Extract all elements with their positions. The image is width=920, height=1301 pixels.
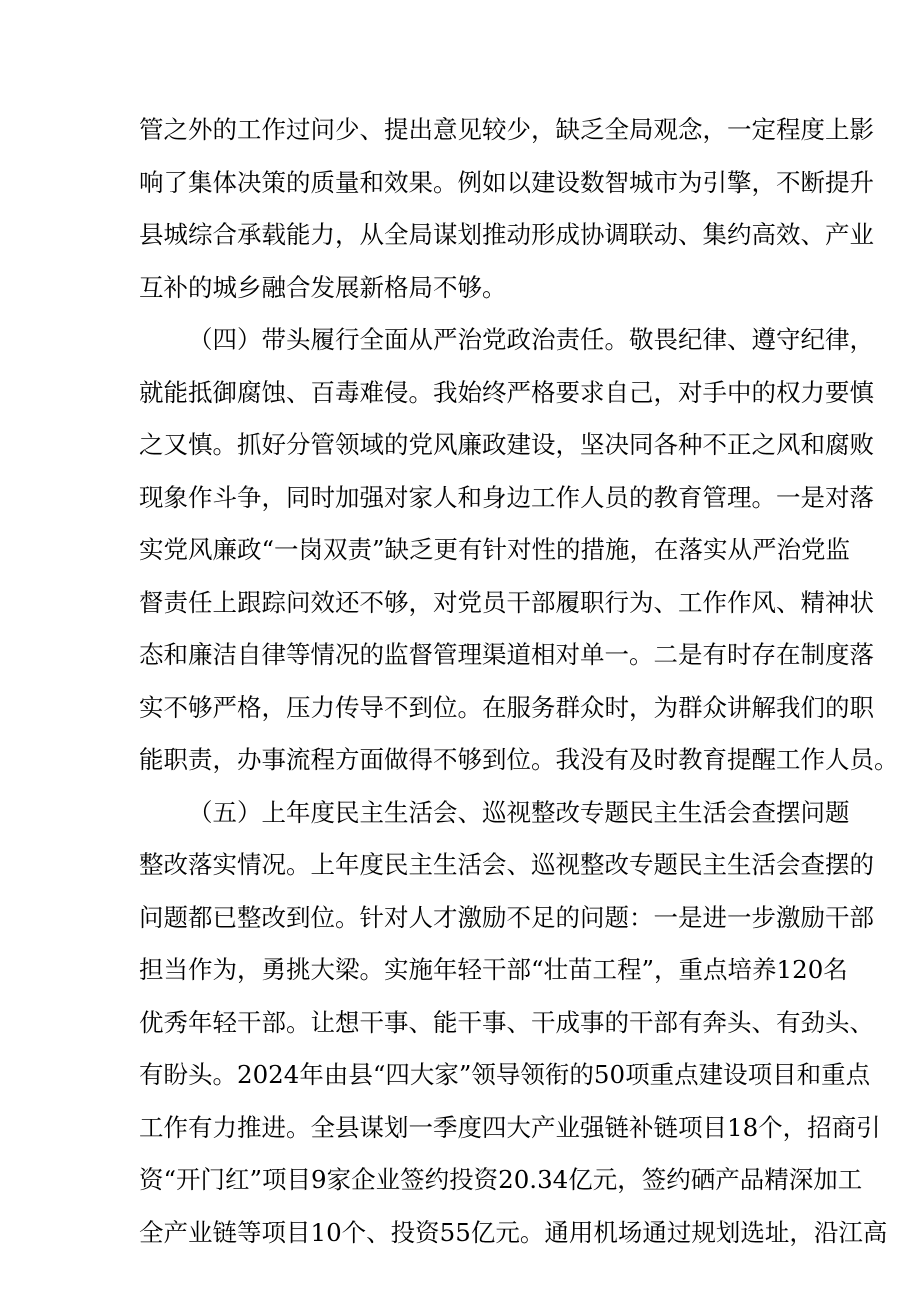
paragraph-line: 管之外的工作过问少、提出意见较少，缺乏全局观念，一定程度上影: [139, 115, 874, 144]
paragraph-2-section-four: [139, 314, 899, 787]
paragraph-line: 督责任上跟踪问效还不够，对党员干部履职行为、工作作风、精神状: [139, 587, 874, 617]
paragraph-line: 之又慎。抓好分管领域的党风廉政建设，坚决同各种不正之风和腐败: [139, 430, 874, 459]
paragraph-line: 实党风廉政“一岗双责”缺乏更有针对性的措施，在落实从严治党监: [139, 535, 851, 564]
paragraph-line: 优秀年轻干部。让想干事、能干事、干成事的干部有奔头、有劲头、: [139, 1007, 874, 1037]
paragraph-3-section-five: [139, 787, 888, 1260]
paragraph-line: 资“开门红”项目9家企业签约投资20.34亿元，签约硒产品精深加工: [139, 1165, 863, 1194]
paragraph-line: 就能抵御腐蚀、百毒难侵。我始终严格要求自己，对手中的权力要慎: [139, 377, 874, 407]
paragraph-line: 能职责，办事流程方面做得不够到位。我没有及时教育提醒工作人员。: [139, 745, 899, 774]
document-body: [139, 104, 899, 1259]
paragraph-line: 互补的城乡融合发展新格局不够。: [139, 272, 507, 302]
paragraph-line: 有盼头。2024年由县“四大家”领导领衔的50项重点建设项目和重点: [139, 1060, 871, 1089]
paragraph-line: 全产业链等项目10个、投资55亿元。通用机场通过规划选址，沿江高: [139, 1217, 888, 1247]
paragraph-line: （五）上年度民主生活会、巡视整改专题民主生活会查摆问题: [188, 797, 850, 827]
paragraph-line: （四）带头履行全面从严治党政治责任。敬畏纪律、遵守纪律，: [188, 325, 874, 354]
paragraph-line: 问题都已整改到位。针对人才激励不足的问题：一是进一步激励干部: [139, 902, 874, 932]
paragraph-1: [139, 104, 874, 314]
paragraph-line: 工作有力推进。全县谋划一季度四大产业强链补链项目18个，招商引: [139, 1112, 881, 1142]
paragraph-line: 实不够严格，压力传导不到位。在服务群众时，为群众讲解我们的职: [139, 692, 874, 722]
paragraph-line: 现象作斗争，同时加强对家人和身边工作人员的教育管理。一是对落: [139, 482, 874, 512]
paragraph-line: 县城综合承载能力，从全局谋划推动形成协调联动、集约高效、产业: [139, 220, 874, 249]
paragraph-line: 担当作为，勇挑大梁。实施年轻干部“壮苗工程”，重点培养120名: [139, 955, 848, 984]
paragraph-line: 态和廉洁自律等情况的监督管理渠道相对单一。二是有时存在制度落: [139, 640, 874, 669]
paragraph-line: 整改落实情况。上年度民主生活会、巡视整改专题民主生活会查摆的: [139, 850, 874, 879]
paragraph-line: 响了集体决策的质量和效果。例如以建设数智城市为引擎，不断提升: [139, 167, 874, 197]
